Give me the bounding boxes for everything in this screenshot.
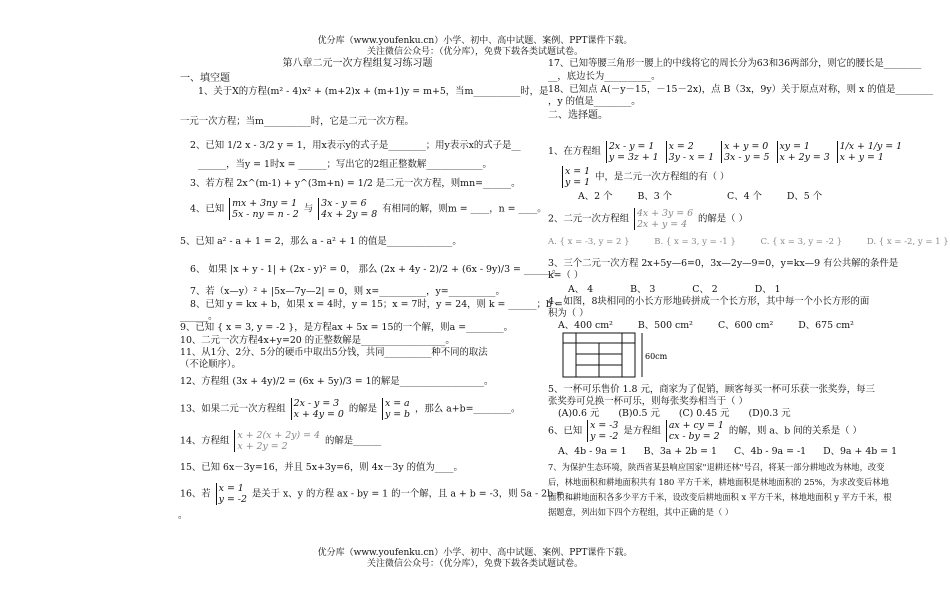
c1-system-4 xyxy=(777,141,830,163)
c1-s2-eq1: x = 2 xyxy=(668,140,694,152)
c7 xyxy=(548,460,893,520)
q1-line-a: 1、关于X的方程(m² - 4)x² + (m+2)x + (m+1)y = m+5，当m__________时，是 xyxy=(198,86,549,97)
q9: 9、已知 { x = 3, y = -2 }，是方程ax + 5x = 15的一个解，则a =________。 xyxy=(180,322,513,333)
header-line-1: 优分库（www.youfenku.cn）小学、初中、高中试题、案例、PPT课件下载。 xyxy=(317,36,633,46)
c2-prefix: 2、二元一次方程组 xyxy=(548,213,629,225)
c1-s4-eq2: x + 2y = 3 xyxy=(779,151,830,163)
q15: 15、已知 6x－3y=16，并且 5x+3y=6，则 4x－3y 的值为____。 xyxy=(180,462,463,473)
c2-options xyxy=(548,236,949,248)
c3-option-b: B、 3 xyxy=(630,284,656,295)
q4 xyxy=(190,198,545,220)
c6-prefix: 6、已知 xyxy=(548,425,583,437)
c1-s3-eq2: 3x - y = 5 xyxy=(724,151,770,163)
c2 xyxy=(548,208,893,230)
q13-system xyxy=(291,398,344,420)
q13-mid: 的解是 xyxy=(348,403,377,415)
q18-line-a: 18、已知点 A(－y－15，－15－2x)，点 B（3x，9y）关于原点对称，则 x 的值是________ xyxy=(548,84,933,95)
c6-eq1: ax + cy = 1 xyxy=(668,420,724,431)
q4-suffix: 有相同的解，则m = ____，n = ____。 xyxy=(382,203,547,215)
c6-mid: 是方程组 xyxy=(623,425,661,437)
c2-option-d: D. { x = -2, y = 1 } xyxy=(866,237,949,247)
q17-line-a: 17、已知等腰三角形一腰上的中线将它的周长分为63和36两部分，则它的腰长是________ xyxy=(548,58,922,69)
c1-s6-eq1: x = 1 xyxy=(565,166,591,177)
c1-s1-eq1: 2x - y = 1 xyxy=(608,140,655,152)
figure-dimension-label: 60cm xyxy=(645,352,668,361)
c6-options xyxy=(558,446,903,458)
q11-line-a: 11、从1分、2分、5分的硬币中取出5分钱，共同__________种不同的取法 xyxy=(180,347,488,358)
c4-line-a: 4、如图，8块相同的小长方形地砖拼成一个长方形，其中每一个小长方形的面 xyxy=(548,296,870,307)
q13-eq2: x + 4y = 0 xyxy=(293,409,344,420)
c5-option-b: (B)0.5 元 xyxy=(618,408,660,419)
c1-prefix: 1、在方程组 xyxy=(548,146,601,157)
q4-prefix: 4、已知 xyxy=(190,203,225,215)
right-column xyxy=(548,58,949,533)
c6-suffix: 的解，则 a、b 间的关系是（ ） xyxy=(728,425,862,437)
q13-eq1: 2x - y = 3 xyxy=(293,398,340,409)
c1 xyxy=(548,124,903,163)
c6-option-d: D、9a + 4b = 1 xyxy=(823,446,898,457)
c6-option-a: A、4b - 9a = 1 xyxy=(558,446,627,457)
footer-line-1: 优分库（www.youfenku.cn）小学、初中、高中试题、案例、PPT课件下载。 xyxy=(317,548,633,558)
q3: 3、若方程 2x^(m-1) + y^(3m+n) = 1/2 是二元一次方程，则mn=______。 xyxy=(190,178,521,189)
c2-option-b: B. { x = 3, y = -1 } xyxy=(654,237,736,247)
section-choice: 二、选择题。 xyxy=(548,110,608,121)
c1-system-5 xyxy=(837,141,902,163)
c4-line-b: 积为（ ） xyxy=(548,308,589,319)
q14 xyxy=(180,430,535,452)
header-line-2: 关注微信公众号：（优分库），免费下载各类试题试卷。 xyxy=(366,47,583,57)
c1-option-d: D、5 个 xyxy=(786,191,823,202)
q7: 7、若（x—y）² + |5x—7y—2| = 0，则 x=__________，y=__________。 xyxy=(190,286,505,297)
c3-option-a: A、 4 xyxy=(568,284,594,295)
c1-suffix: 中，是二元一次方程组的有（ ） xyxy=(595,171,730,183)
q2-line-a: 2、已知 1/2 x - 3/2 y = 1，用x表示y的式子是________；用y表示x的式子是__ xyxy=(190,140,521,151)
c1-s5-eq2: x + y = 1 xyxy=(839,151,884,163)
q16-prefix: 16、若 xyxy=(180,488,211,500)
q14-system xyxy=(234,430,320,452)
c6-solution xyxy=(587,420,618,442)
c1-option-a: A、2 个 xyxy=(578,191,613,202)
q13-suffix: ，那么 a+b=________。 xyxy=(415,403,521,415)
q13-solution xyxy=(382,398,410,420)
c5-option-d: (D)0.3 元 xyxy=(748,408,791,419)
c5-option-c: (C) 0.45 元 xyxy=(678,408,730,419)
c1-option-b: B、3 个 xyxy=(637,191,673,202)
c1-system-2 xyxy=(666,141,714,163)
c6-option-c: C、4b - 9a = -1 xyxy=(733,446,807,457)
worksheet-title: 第八章二元一次方程组复习练习题 xyxy=(282,58,433,69)
c2-eq2: 2x + y = 4 xyxy=(636,219,688,230)
c4-options xyxy=(558,320,903,332)
c3-line-b: k=（ ） xyxy=(548,270,584,281)
c2-option-c: C. { x = 3, y = -2 } xyxy=(760,237,843,247)
q5: 5、已知 a² - a + 1 = 2，那么 a - a² + 1 的值是______________。 xyxy=(180,236,462,247)
page-header xyxy=(0,36,950,58)
c1-s4-eq1: xy = 1 xyxy=(779,140,810,152)
c1-option-c: C、4 个 xyxy=(727,191,762,202)
q11-line-b: （不论顺序）。 xyxy=(180,359,241,370)
q4-sys2-eq1: 3x - y = 6 xyxy=(321,198,367,209)
q4-sys1-eq1: mx + 3ny = 1 xyxy=(232,198,298,209)
c7-text: 7、为保护生态环境，陕西省某县响应国家"退耕还林"号召，将某一部分耕地改为林地，改变后，林地面积和耕地面积共有 180 平方千米，耕地面积是林地面积的 25%，为求改变后林地面积和耕地面积各多少平方千米，设改变后耕地面积 x 平方千米，林地地面积 y 平方千米，根据题意，列出如下四个方程组，其中正确的是（ ） xyxy=(548,462,892,517)
c5-line-b: 张奖券可兑换一杯可乐，则每张奖券相当于（ ） xyxy=(548,396,748,407)
c6-eq2: cx - by = 2 xyxy=(668,431,720,442)
q8: 8、已知 y = kx + b，如果 x = 4时，y = 15；x = 7时，y = 24，则 k = ______；b = xyxy=(190,299,563,310)
c1-system-3 xyxy=(721,141,769,163)
c1-s1-eq2: y = 3z + 1 xyxy=(608,151,659,163)
q16-eq2: y = -2 xyxy=(218,494,247,505)
c5-line-a: 5、一杯可乐售价 1.8 元，商家为了促销，顾客每买一杯可乐获一张奖券，每三 xyxy=(548,384,875,395)
q14-eq1: x + 2(x + 2y) = 4 xyxy=(237,430,320,441)
q14-prefix: 14、方程组 xyxy=(180,435,230,447)
c1-system-6 xyxy=(562,166,590,188)
c1-line-2 xyxy=(560,166,905,188)
c2-suffix: 的解是（ ） xyxy=(698,213,748,225)
c5-options xyxy=(558,408,903,420)
q4-system-1 xyxy=(229,198,299,220)
c3-option-c: C、 2 xyxy=(692,284,718,295)
c2-option-a: A. { x = -3, y = 2 } xyxy=(548,237,630,247)
q2-line-b: ______，当y = 1时x = ______；写出它的2组正整数解____________。 xyxy=(198,159,492,170)
tile-figure xyxy=(562,332,682,380)
c2-system xyxy=(634,208,693,230)
q13-prefix: 13、如果二元一次方程组 xyxy=(180,403,286,415)
c1-s2-eq2: 3y - x = 1 xyxy=(668,151,715,163)
c5-option-a: (A)0.6 元 xyxy=(558,408,600,419)
c1-s5-eq1: 1/x + 1/y = 1 xyxy=(839,140,903,152)
c4-option-b: B、500 cm² xyxy=(637,320,693,331)
c1-options xyxy=(578,191,923,203)
c6-option-b: B、3a + 2b = 1 xyxy=(643,446,717,457)
c6-sol-x: x = -3 xyxy=(590,420,619,431)
q4-sys2-eq2: 4x + 2y = 8 xyxy=(321,209,378,220)
q18-line-b: ，y 的值是________。 xyxy=(548,96,641,107)
q12: 12、方程组 (3x + 4y)/2 = (6x + 5y)/3 = 1的解是__________________。 xyxy=(180,376,494,387)
page-footer xyxy=(0,548,950,570)
c2-eq1: 4x + 3y = 6 xyxy=(636,208,694,219)
q13-sol-x: x = a xyxy=(384,398,410,409)
q17-line-b: __，底边长为__________。 xyxy=(548,71,661,82)
c3-line-a: 3、三个二元一次方程 2x+5y—6=0，3x—2y—9=0，y=kx—9 有公共解的条件是 xyxy=(548,258,899,269)
q16-system xyxy=(216,483,247,505)
c6-system xyxy=(666,420,724,442)
c3-option-d: D、 1 xyxy=(754,284,781,295)
c1-system-1 xyxy=(606,141,659,163)
q14-eq2: x + 2y = 2 xyxy=(237,441,288,452)
q10: 10、二元一次方程4x+y=20 的正整数解是__________________。 xyxy=(180,335,455,346)
c3-options xyxy=(568,284,913,296)
c6-sol-y: y = -2 xyxy=(590,431,619,442)
q16-eq1: x = 1 xyxy=(218,483,244,494)
q16 xyxy=(180,483,577,505)
q16-tail: 。 xyxy=(178,510,188,521)
c6 xyxy=(548,420,893,442)
c1-s3-eq1: x + y = 0 xyxy=(724,140,769,152)
q4-system-2 xyxy=(318,198,377,220)
c4-option-a: A、400 cm² xyxy=(558,320,613,331)
q13 xyxy=(180,398,535,420)
q8-tail: ______。 xyxy=(180,311,218,322)
q16-suffix: 是关于 x、y 的方程 ax - by = 1 的一个解，且 a + b = -3，则 5a - 2b = __ xyxy=(251,488,577,500)
c4-option-d: D、675 cm² xyxy=(798,320,854,331)
q14-suffix: 的解是______ xyxy=(324,435,382,447)
c1-s6-eq2: y = 1 xyxy=(565,177,591,188)
q13-sol-y: y = b xyxy=(384,409,411,420)
q1-line-b: 一元一次方程；当m__________时，它是二元一次方程。 xyxy=(180,116,414,127)
section-fill-in: 一、填空题 xyxy=(180,73,230,84)
q4-mid: 与 xyxy=(303,203,314,215)
q6: 6、 如果 |x + y - 1| + (2x - y)² = 0， 那么 (2x + 4y - 2)/2 + (6x - 9y)/3 = ______。 xyxy=(190,264,562,275)
footer-line-2: 关注微信公众号：（优分库），免费下载各类试题试卷。 xyxy=(366,559,583,569)
c4-option-c: C、600 cm² xyxy=(717,320,774,331)
q4-sys1-eq2: 5x - ny = n - 2 xyxy=(232,209,299,220)
